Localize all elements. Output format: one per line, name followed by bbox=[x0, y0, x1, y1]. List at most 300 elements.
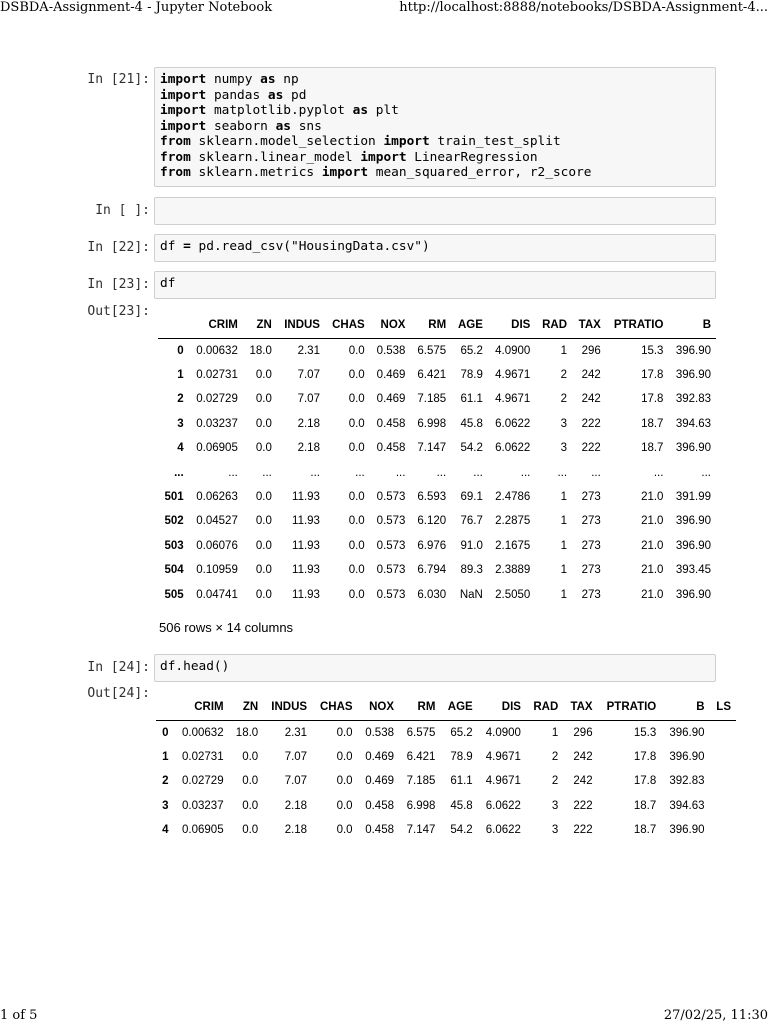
table-row bbox=[158, 485, 716, 509]
table-cell: 2.1675 bbox=[495, 539, 531, 552]
table-cell: 6.421 bbox=[406, 751, 436, 764]
code-line bbox=[160, 276, 710, 292]
table-cell: NaN bbox=[459, 588, 483, 601]
row-index: ... bbox=[174, 466, 184, 479]
table-row bbox=[158, 363, 716, 387]
dataframe-table bbox=[158, 312, 716, 607]
table-row bbox=[158, 339, 716, 363]
table-cell: 18.0 bbox=[249, 344, 272, 357]
row-index: 2 bbox=[177, 393, 184, 406]
code-keyword: import bbox=[360, 149, 407, 165]
table-row bbox=[158, 509, 716, 533]
dataframe-shape: 506 rows × 14 columns bbox=[159, 620, 294, 635]
dataframe-output-23 bbox=[158, 312, 718, 612]
code-editor[interactable] bbox=[154, 67, 716, 187]
table-cell: 6.575 bbox=[406, 726, 436, 739]
table-cell: 6.421 bbox=[417, 369, 447, 382]
column-header: NOX bbox=[370, 312, 411, 339]
table-cell: 45.8 bbox=[450, 799, 473, 812]
table-cell: 0.02731 bbox=[182, 751, 224, 764]
code-line bbox=[160, 103, 710, 119]
row-index: 3 bbox=[162, 799, 169, 812]
table-cell: 0.04741 bbox=[196, 588, 238, 601]
row-index: 505 bbox=[164, 588, 184, 601]
code-keyword: import bbox=[160, 118, 207, 134]
input-prompt: In [ ]: bbox=[95, 203, 150, 218]
table-cell: ... bbox=[355, 466, 365, 479]
table-cell: 0.458 bbox=[376, 442, 406, 455]
table-cell: 392.83 bbox=[669, 775, 705, 788]
table-cell: 0.03237 bbox=[196, 417, 238, 430]
code-cell-read-csv bbox=[80, 234, 716, 262]
table-cell: 69.1 bbox=[460, 491, 483, 504]
code-text: LinearRegression bbox=[406, 149, 538, 165]
table-cell: 0.06263 bbox=[196, 491, 238, 504]
table-cell: 6.120 bbox=[417, 515, 447, 528]
code-text: matplotlib.pyplot bbox=[206, 103, 353, 118]
table-cell: 0.469 bbox=[365, 751, 394, 764]
table-cell: 0.0 bbox=[255, 515, 272, 528]
table-cell: 1 bbox=[560, 539, 568, 552]
table-cell: 61.1 bbox=[450, 775, 473, 788]
column-header: CHAS bbox=[312, 694, 357, 721]
table-cell: 2.18 bbox=[297, 442, 320, 455]
table-cell: 6.794 bbox=[417, 564, 447, 577]
table-cell: 7.147 bbox=[406, 824, 436, 837]
table-cell: ... bbox=[228, 466, 238, 479]
table-cell: 222 bbox=[581, 442, 601, 455]
table-cell: 78.9 bbox=[450, 751, 473, 764]
table-cell: 273 bbox=[581, 539, 601, 552]
table-cell: 296 bbox=[573, 726, 593, 739]
input-prompt: In [24]: bbox=[87, 660, 150, 675]
table-cell: 6.0622 bbox=[495, 442, 531, 455]
table-cell: 1 bbox=[560, 515, 568, 528]
column-header: B bbox=[668, 312, 716, 339]
table-cell: 2.2875 bbox=[495, 515, 531, 528]
table-cell: 7.07 bbox=[297, 393, 320, 406]
table-cell: 0.0 bbox=[348, 564, 365, 577]
column-header bbox=[156, 694, 174, 721]
table-cell: 0.458 bbox=[376, 417, 406, 430]
dataframe-output-24 bbox=[156, 694, 731, 844]
code-keyword: = bbox=[183, 239, 191, 254]
table-cell: 45.8 bbox=[460, 417, 483, 430]
column-header: INDUS bbox=[277, 312, 325, 339]
code-line bbox=[160, 150, 710, 166]
code-editor[interactable] bbox=[154, 654, 716, 682]
table-cell: 396.90 bbox=[675, 539, 711, 552]
table-cell: 0.0 bbox=[255, 442, 272, 455]
table-cell: 7.185 bbox=[417, 393, 447, 406]
table-cell: 0.0 bbox=[348, 515, 365, 528]
table-cell: 2 bbox=[551, 775, 559, 788]
table-cell: 4.0900 bbox=[495, 344, 531, 357]
code-text: pd bbox=[283, 87, 307, 103]
code-text: sns bbox=[291, 118, 322, 134]
table-cell: 393.45 bbox=[675, 564, 711, 577]
table-cell: 4.9671 bbox=[495, 369, 531, 382]
table-cell: 4.9671 bbox=[485, 751, 521, 764]
table-cell: 18.7 bbox=[633, 824, 657, 837]
code-keyword: from bbox=[160, 149, 191, 165]
table-cell: 0.0 bbox=[255, 393, 272, 406]
table-cell: ... bbox=[436, 466, 447, 479]
table-cell: 0.0 bbox=[348, 417, 365, 430]
row-index: 0 bbox=[177, 344, 184, 357]
table-cell bbox=[710, 818, 736, 842]
code-text: train_test_split bbox=[429, 134, 561, 149]
table-cell: 0.02729 bbox=[196, 393, 238, 406]
table-cell: 0.458 bbox=[365, 824, 394, 837]
table-cell: ... bbox=[520, 466, 531, 479]
table-cell: 17.8 bbox=[641, 393, 664, 406]
table-cell bbox=[710, 769, 736, 793]
column-header: CRIM bbox=[174, 694, 229, 721]
table-cell: 0.06905 bbox=[182, 824, 224, 837]
table-cell: 21.0 bbox=[641, 491, 664, 504]
code-text: df bbox=[160, 239, 184, 254]
table-cell: 0.538 bbox=[365, 726, 394, 739]
table-cell: 0.469 bbox=[376, 369, 406, 382]
table-cell: 0.0 bbox=[242, 775, 259, 788]
table-row bbox=[156, 769, 736, 793]
table-cell: 21.0 bbox=[641, 564, 664, 577]
table-cell: 394.63 bbox=[669, 799, 705, 812]
table-cell: 0.0 bbox=[255, 564, 272, 577]
row-index: 502 bbox=[164, 515, 184, 528]
table-cell: 1 bbox=[560, 564, 568, 577]
table-cell: 0.0 bbox=[348, 539, 365, 552]
table-cell: 7.07 bbox=[284, 751, 308, 764]
table-cell: 76.7 bbox=[460, 515, 483, 528]
column-header: NOX bbox=[358, 694, 399, 721]
table-cell: 0.00632 bbox=[182, 726, 224, 739]
table-cell: 222 bbox=[581, 417, 601, 430]
table-cell: 2.4786 bbox=[495, 491, 531, 504]
table-cell: 0.538 bbox=[376, 344, 406, 357]
code-line bbox=[160, 88, 710, 104]
table-cell: 242 bbox=[573, 751, 593, 764]
output-prompt: Out[24]: bbox=[87, 686, 150, 701]
row-index: 503 bbox=[164, 539, 184, 552]
table-cell: 296 bbox=[581, 344, 601, 357]
table-cell: 396.90 bbox=[675, 442, 711, 455]
table-cell: 273 bbox=[581, 564, 601, 577]
column-header: AGE bbox=[451, 312, 488, 339]
print-datetime: 27/02/25, 11:30 bbox=[663, 1008, 768, 1023]
code-keyword: import bbox=[160, 87, 207, 103]
table-cell: 18.7 bbox=[633, 799, 657, 812]
table-cell: 273 bbox=[581, 588, 601, 601]
code-keyword: import bbox=[160, 72, 207, 87]
table-cell: 0.573 bbox=[376, 491, 406, 504]
table-cell: ... bbox=[262, 466, 272, 479]
table-row bbox=[158, 582, 716, 606]
code-editor[interactable] bbox=[154, 197, 716, 225]
code-text: sklearn.metrics bbox=[190, 165, 322, 180]
table-cell: 2.18 bbox=[297, 417, 320, 430]
table-cell: 0.03237 bbox=[182, 799, 224, 812]
column-header: TAX bbox=[563, 694, 597, 721]
table-cell: 15.3 bbox=[641, 344, 664, 357]
output-prompt: Out[23]: bbox=[87, 304, 150, 319]
table-cell: 11.93 bbox=[292, 588, 320, 601]
column-header: RM bbox=[399, 694, 440, 721]
code-keyword: as bbox=[275, 118, 291, 134]
table-cell: 392.83 bbox=[675, 393, 711, 406]
table-cell: 17.8 bbox=[633, 775, 657, 788]
table-cell: 396.90 bbox=[675, 369, 711, 382]
table-cell: 0.0 bbox=[255, 539, 272, 552]
table-cell: 0.10959 bbox=[196, 564, 238, 577]
table-cell: 18.7 bbox=[641, 417, 664, 430]
table-cell: 1 bbox=[551, 726, 559, 739]
code-line bbox=[160, 134, 710, 150]
table-cell: 21.0 bbox=[641, 588, 664, 601]
code-cell-imports bbox=[80, 67, 716, 187]
table-cell: 91.0 bbox=[460, 539, 483, 552]
table-cell: 0.0 bbox=[242, 751, 259, 764]
table-cell: 0.573 bbox=[376, 515, 406, 528]
code-text: df.head() bbox=[160, 659, 230, 674]
table-cell: 3 bbox=[551, 799, 559, 812]
table-cell: 2.5050 bbox=[495, 588, 531, 601]
table-cell: 0.573 bbox=[376, 588, 406, 601]
table-cell: 0.04527 bbox=[196, 515, 238, 528]
table-cell: 396.90 bbox=[669, 726, 705, 739]
input-prompt: In [23]: bbox=[87, 277, 150, 292]
table-cell: 396.90 bbox=[675, 515, 711, 528]
table-cell: 3 bbox=[551, 824, 559, 837]
table-cell: 2 bbox=[560, 369, 568, 382]
table-cell: 0.0 bbox=[348, 442, 365, 455]
table-cell: 273 bbox=[581, 491, 601, 504]
code-keyword: import bbox=[383, 134, 430, 149]
code-line bbox=[160, 72, 710, 88]
table-cell: 273 bbox=[581, 515, 601, 528]
column-header: ZN bbox=[229, 694, 264, 721]
column-header bbox=[158, 312, 189, 339]
table-cell: 0.0 bbox=[255, 369, 272, 382]
column-header: RM bbox=[410, 312, 451, 339]
table-cell: 6.0622 bbox=[485, 799, 521, 812]
table-row bbox=[158, 387, 716, 411]
table-cell: 0.0 bbox=[348, 369, 365, 382]
column-header: RAD bbox=[526, 694, 563, 721]
column-header: CHAS bbox=[325, 312, 370, 339]
table-cell: 396.90 bbox=[669, 751, 705, 764]
code-text: mean_squared_error, r2_score bbox=[368, 165, 592, 180]
table-cell: 0.0 bbox=[336, 726, 353, 739]
table-cell: 391.99 bbox=[675, 491, 711, 504]
column-header: RAD bbox=[535, 312, 572, 339]
row-index: 4 bbox=[162, 824, 169, 837]
table-row bbox=[156, 745, 736, 769]
table-cell: 0.0 bbox=[348, 588, 365, 601]
table-cell: 0.469 bbox=[365, 775, 394, 788]
code-text: numpy bbox=[206, 72, 261, 87]
page-number: 1 of 5 bbox=[0, 1008, 38, 1023]
table-cell: 3 bbox=[560, 417, 568, 430]
table-row bbox=[158, 436, 716, 460]
column-header: DIS bbox=[478, 694, 526, 721]
table-cell: ... bbox=[591, 466, 601, 479]
code-keyword: from bbox=[160, 134, 191, 149]
table-cell: ... bbox=[701, 466, 711, 479]
table-cell: ... bbox=[395, 466, 406, 479]
code-text: pd.read_csv("HousingData.csv") bbox=[190, 239, 430, 254]
table-cell: 61.1 bbox=[460, 393, 483, 406]
table-cell bbox=[710, 721, 736, 745]
row-index: 504 bbox=[164, 564, 184, 577]
table-cell: 0.0 bbox=[348, 491, 365, 504]
table-cell: 17.8 bbox=[633, 751, 657, 764]
table-cell: 2.31 bbox=[297, 344, 320, 357]
table-cell: 396.90 bbox=[669, 824, 705, 837]
table-cell: 396.90 bbox=[675, 588, 711, 601]
column-header: LS bbox=[710, 694, 736, 721]
table-cell: 21.0 bbox=[641, 515, 664, 528]
table-cell bbox=[710, 794, 736, 818]
row-index: 0 bbox=[162, 726, 169, 739]
table-cell: 2 bbox=[551, 751, 559, 764]
table-cell: 0.0 bbox=[242, 824, 259, 837]
table-cell: 0.06905 bbox=[196, 442, 238, 455]
table-cell: 2.3889 bbox=[495, 564, 531, 577]
code-cell-head bbox=[80, 654, 716, 682]
code-text: seaborn bbox=[206, 118, 276, 134]
code-keyword: as bbox=[352, 103, 369, 118]
code-keyword: as bbox=[267, 87, 284, 103]
column-header: AGE bbox=[440, 694, 477, 721]
table-cell: 65.2 bbox=[450, 726, 473, 739]
table-row bbox=[156, 794, 736, 818]
column-header: ZN bbox=[243, 312, 277, 339]
table-cell: ... bbox=[310, 466, 320, 479]
table-cell: 65.2 bbox=[460, 344, 483, 357]
notebook-url: http://localhost:8888/notebooks/DSBDA-Assignment-4... bbox=[399, 0, 768, 15]
table-cell: 0.0 bbox=[348, 393, 365, 406]
input-prompt: In [22]: bbox=[87, 240, 150, 255]
print-header bbox=[0, 0, 768, 18]
table-cell: 7.185 bbox=[406, 775, 436, 788]
table-cell: 4.0900 bbox=[485, 726, 521, 739]
code-editor[interactable] bbox=[154, 271, 716, 299]
table-cell: 15.3 bbox=[633, 726, 657, 739]
table-cell: 3 bbox=[560, 442, 568, 455]
code-line bbox=[160, 659, 710, 675]
table-cell: 0.0 bbox=[348, 344, 365, 357]
table-cell: 11.93 bbox=[292, 491, 320, 504]
column-header: INDUS bbox=[263, 694, 312, 721]
table-cell: 0.0 bbox=[255, 588, 272, 601]
table-cell: 7.147 bbox=[417, 442, 447, 455]
table-cell: 242 bbox=[573, 775, 593, 788]
table-cell: 0.573 bbox=[376, 539, 406, 552]
column-header: CRIM bbox=[189, 312, 243, 339]
table-cell: 0.02731 bbox=[196, 369, 238, 382]
table-cell: 6.0622 bbox=[495, 417, 531, 430]
table-cell: 0.0 bbox=[242, 799, 259, 812]
code-text: pandas bbox=[206, 87, 268, 103]
row-index: 3 bbox=[177, 417, 184, 430]
table-cell: 0.458 bbox=[365, 799, 394, 812]
code-keyword: import bbox=[321, 165, 369, 180]
code-keyword: from bbox=[160, 165, 191, 180]
code-keyword: as bbox=[260, 72, 276, 87]
column-header: DIS bbox=[488, 312, 535, 339]
table-cell: 6.575 bbox=[417, 344, 447, 357]
code-cell-empty bbox=[80, 197, 716, 225]
table-cell: ... bbox=[557, 466, 568, 479]
table-cell: ... bbox=[653, 466, 664, 479]
code-cell-df bbox=[80, 271, 716, 299]
column-header: PTRATIO bbox=[598, 694, 662, 721]
row-index: 501 bbox=[164, 491, 184, 504]
table-cell: 2.31 bbox=[284, 726, 308, 739]
code-text: sklearn.model_selection bbox=[190, 134, 384, 149]
table-cell: 11.93 bbox=[292, 539, 320, 552]
table-cell: 21.0 bbox=[641, 539, 664, 552]
code-text: df bbox=[160, 276, 176, 291]
table-cell: 0.0 bbox=[336, 799, 353, 812]
table-row bbox=[158, 558, 716, 582]
table-cell: 0.0 bbox=[336, 824, 353, 837]
table-cell: 222 bbox=[573, 799, 593, 812]
table-cell: 4.9671 bbox=[495, 393, 531, 406]
table-cell: 6.030 bbox=[417, 588, 447, 601]
table-cell: 6.593 bbox=[417, 491, 447, 504]
table-cell: 1 bbox=[560, 588, 568, 601]
table-cell: 6.0622 bbox=[485, 824, 521, 837]
notebook-title: DSBDA-Assignment-4 - Jupyter Notebook bbox=[0, 0, 273, 15]
table-cell: 1 bbox=[560, 491, 568, 504]
table-cell: 396.90 bbox=[675, 344, 711, 357]
table-cell: 1 bbox=[560, 344, 568, 357]
table-cell: 7.07 bbox=[297, 369, 320, 382]
table-cell: 18.7 bbox=[641, 442, 664, 455]
table-cell: 11.93 bbox=[292, 515, 320, 528]
table-cell bbox=[710, 745, 736, 769]
table-row bbox=[156, 721, 736, 745]
input-prompt: In [21]: bbox=[87, 72, 150, 87]
row-index: 1 bbox=[162, 751, 169, 764]
table-cell: 17.8 bbox=[641, 369, 664, 382]
table-cell: 2.18 bbox=[284, 824, 308, 837]
table-cell: 2.18 bbox=[284, 799, 308, 812]
table-cell: 4.9671 bbox=[485, 775, 521, 788]
row-index: 1 bbox=[177, 369, 184, 382]
table-cell: 54.2 bbox=[460, 442, 483, 455]
row-index: 4 bbox=[177, 442, 184, 455]
table-cell: 242 bbox=[581, 369, 601, 382]
table-cell: 54.2 bbox=[450, 824, 473, 837]
table-cell: 0.0 bbox=[255, 491, 272, 504]
code-editor[interactable] bbox=[154, 234, 716, 262]
table-row bbox=[158, 460, 716, 484]
table-row bbox=[156, 818, 736, 842]
table-cell: 0.0 bbox=[336, 751, 353, 764]
table-cell: 6.976 bbox=[417, 539, 447, 552]
table-cell: 0.06076 bbox=[196, 539, 238, 552]
table-cell: 6.998 bbox=[417, 417, 447, 430]
column-header: B bbox=[661, 694, 709, 721]
column-header: TAX bbox=[572, 312, 606, 339]
code-line bbox=[160, 165, 710, 181]
column-header: PTRATIO bbox=[606, 312, 669, 339]
table-cell: 0.573 bbox=[376, 564, 406, 577]
